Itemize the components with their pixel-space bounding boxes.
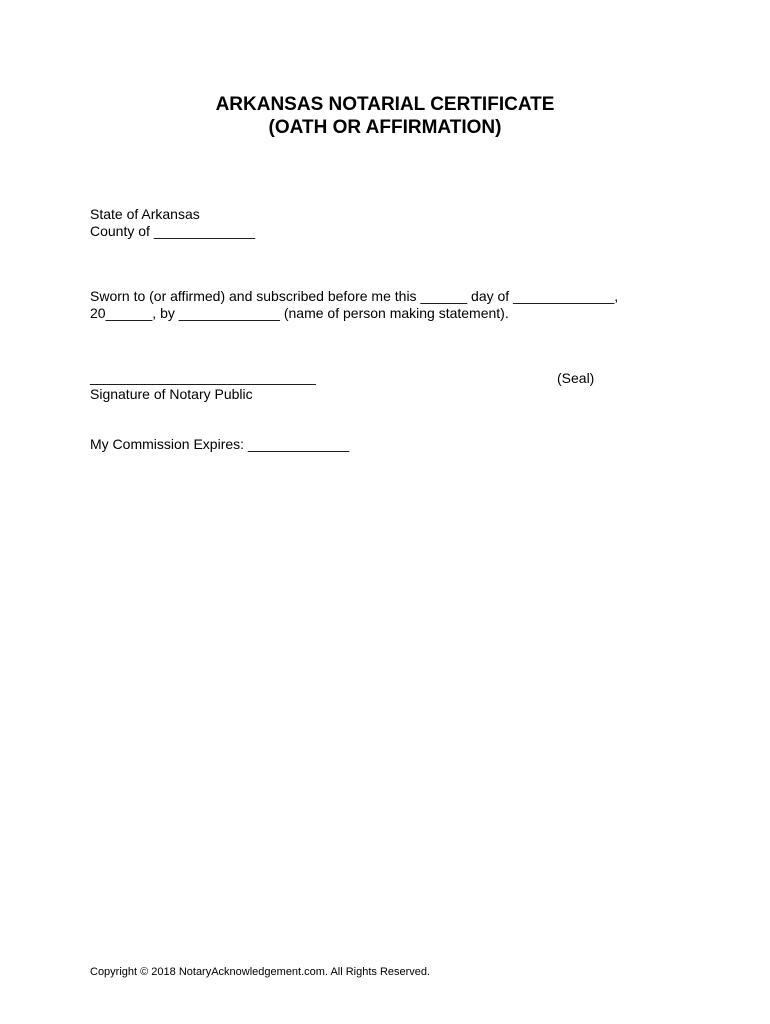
state-line: State of Arkansas (90, 206, 200, 222)
commission-expires-line: My Commission Expires: _____________ (90, 436, 350, 452)
title-line-1: ARKANSAS NOTARIAL CERTIFICATE (215, 94, 555, 115)
seal-label: (Seal) (557, 370, 595, 386)
county-line: County of _____________ (90, 223, 256, 239)
sworn-statement-line-2: 20______, by _____________ (name of person making statement). (90, 305, 509, 321)
signature-label: Signature of Notary Public (90, 386, 253, 402)
document-title (0, 93, 770, 139)
copyright-footer: Copyright © 2018 NotaryAcknowledgement.com. All Rights Reserved. (90, 966, 431, 978)
signature-blank: _____________________________ (90, 369, 316, 385)
title-line-2: (OATH OR AFFIRMATION) (268, 117, 502, 138)
sworn-statement-line-1: Sworn to (or affirmed) and subscribed before me this ______ day of _____________, (90, 288, 619, 304)
